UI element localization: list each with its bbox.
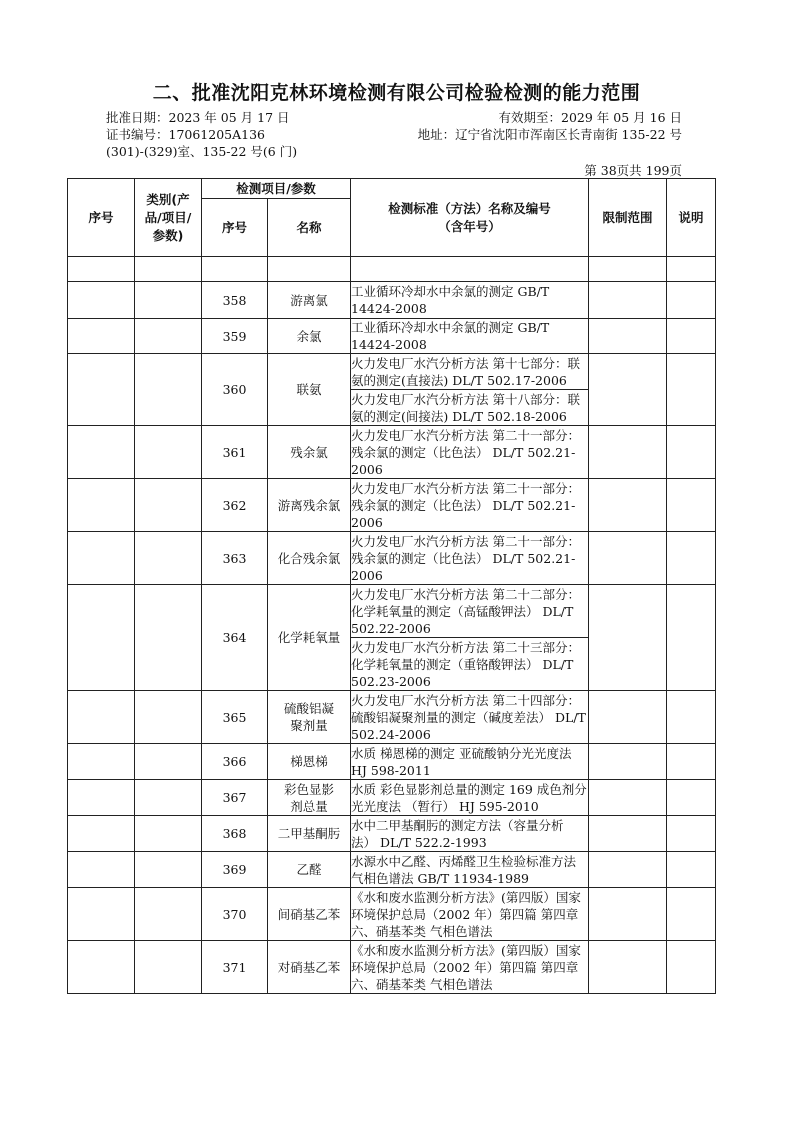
cell-limit	[589, 691, 667, 744]
cell-item-seq: 369	[202, 852, 268, 888]
cell-category	[135, 532, 202, 585]
header-items-group: 检测项目/参数	[202, 179, 351, 199]
cell-note	[667, 852, 716, 888]
cell-seq	[68, 691, 135, 744]
table-row	[68, 744, 716, 780]
cell-standard: 火力发电厂水汽分析方法 第十七部分：联氨的测定(直接法) DL/T 502.17-2006	[351, 354, 589, 390]
cell-note	[667, 354, 716, 426]
cell-item-name: 对硝基乙苯	[268, 941, 351, 994]
table-row	[68, 532, 716, 585]
cell-item-name: 余氯	[268, 319, 351, 354]
cell-item-seq: 364	[202, 585, 268, 691]
header-standard: 检测标准（方法）名称及编号（含年号）	[351, 179, 589, 257]
cell-category	[135, 354, 202, 426]
cell-blank	[135, 257, 202, 282]
cell-blank	[268, 257, 351, 282]
cell-category	[135, 585, 202, 691]
cell-item-seq: 366	[202, 744, 268, 780]
table-row	[68, 852, 716, 888]
valid-until: 有效期至：2029 年 05 月 16 日	[498, 110, 682, 125]
cell-standard: 水源水中乙醛、丙烯醛卫生检验标准方法 气相色谱法 GB/T 11934-1989	[351, 852, 589, 888]
table-row	[68, 426, 716, 479]
table-header	[68, 179, 716, 257]
cell-seq	[68, 479, 135, 532]
cell-item-seq: 361	[202, 426, 268, 479]
cell-limit	[589, 941, 667, 994]
cell-category	[135, 426, 202, 479]
cell-item-seq: 365	[202, 691, 268, 744]
cell-item-name: 硫酸铝凝聚剂量	[268, 691, 351, 744]
cell-standard: 《水和废水监测分析方法》(第四版）国家环境保护总局（2002 年）第四篇 第四章 六、硝基苯类 气相色谱法	[351, 888, 589, 941]
cell-item-name: 间硝基乙苯	[268, 888, 351, 941]
cell-note	[667, 780, 716, 816]
cell-seq	[68, 852, 135, 888]
header-item-name: 名称	[268, 199, 351, 257]
cell-standard: 火力发电厂水汽分析方法 第十八部分：联氨的测定(间接法) DL/T 502.18-2006	[351, 390, 589, 426]
cell-category	[135, 479, 202, 532]
cell-category	[135, 744, 202, 780]
cell-standard: 火力发电厂水汽分析方法 第二十一部分：残余氯的测定（比色法） DL/T 502.21-2006	[351, 532, 589, 585]
cell-item-seq: 360	[202, 354, 268, 426]
cell-category	[135, 691, 202, 744]
cell-item-name: 乙醛	[268, 852, 351, 888]
cell-standard: 工业循环冷却水中余氯的测定 GB/T 14424-2008	[351, 319, 589, 354]
cell-note	[667, 888, 716, 941]
cell-standard: 火力发电厂水汽分析方法 第二十一部分：残余氯的测定（比色法） DL/T 502.21-2006	[351, 426, 589, 479]
cell-item-name: 彩色显影剂总量	[268, 780, 351, 816]
cell-seq	[68, 941, 135, 994]
table-row	[68, 282, 716, 319]
table-row	[68, 479, 716, 532]
cell-blank	[68, 257, 135, 282]
header-category: 类别(产品/项目/参数)	[135, 179, 202, 257]
cell-standard: 水质 彩色显影剂总量的测定 169 成色剂分光光度法 （暂行） HJ 595-2010	[351, 781, 587, 814]
cell-category	[135, 852, 202, 888]
cell-category	[135, 319, 202, 354]
cell-seq	[68, 282, 135, 319]
cell-note	[667, 532, 716, 585]
cell-item-name: 二甲基酮肟	[268, 816, 351, 852]
cell-limit	[589, 282, 667, 319]
cell-seq	[68, 816, 135, 852]
cell-category	[135, 816, 202, 852]
cell-category	[135, 282, 202, 319]
cell-seq	[68, 354, 135, 426]
cell-item-seq: 363	[202, 532, 268, 585]
address-continued: (301)-(329)室、135-22 号(6 门)	[106, 144, 298, 159]
cell-item-seq: 367	[202, 780, 268, 816]
header-item-seq: 序号	[202, 199, 268, 257]
table-row	[68, 888, 716, 941]
cell-note	[667, 941, 716, 994]
table-row	[68, 585, 716, 638]
cell-limit	[589, 585, 667, 691]
cell-item-name: 游离氯	[268, 282, 351, 319]
cell-limit	[589, 780, 667, 816]
table-row	[68, 354, 716, 390]
cell-seq	[68, 780, 135, 816]
cell-standard: 水中二甲基酮肟的测定方法（容量分析法） DL/T 522.2-1993	[351, 816, 589, 852]
cell-category	[135, 941, 202, 994]
cell-blank	[589, 257, 667, 282]
page-title: 二、批准沈阳克林环境检测有限公司检验检测的能力范围	[152, 82, 641, 104]
cell-standard: 水质 梯恩梯的测定 亚硫酸钠分光光度法 HJ 598-2011	[351, 744, 589, 780]
header-note: 说明	[667, 179, 716, 257]
page-number: 第 38页共 199页	[584, 163, 682, 178]
cell-limit	[589, 319, 667, 354]
cell-note	[667, 319, 716, 354]
cell-seq	[68, 426, 135, 479]
cell-seq	[68, 532, 135, 585]
header-limit: 限制范围	[589, 179, 667, 257]
cell-blank	[667, 257, 716, 282]
certificate-number: 证书编号：17061205A136	[106, 127, 266, 142]
cell-seq	[68, 744, 135, 780]
cell-item-name: 化学耗氧量	[268, 585, 351, 691]
cell-standard: 火力发电厂水汽分析方法 第二十二部分：化学耗氧量的测定（高锰酸钾法） DL/T 502.22-2006	[351, 585, 589, 638]
cell-item-seq: 368	[202, 816, 268, 852]
cell-limit	[589, 744, 667, 780]
cell-note	[667, 426, 716, 479]
cell-item-seq: 362	[202, 479, 268, 532]
cell-note	[667, 816, 716, 852]
cell-limit	[589, 816, 667, 852]
cell-limit	[589, 852, 667, 888]
cell-category	[135, 780, 202, 816]
table-row	[68, 941, 716, 994]
table-body	[68, 257, 716, 994]
cell-category	[135, 888, 202, 941]
cell-blank	[351, 257, 589, 282]
cell-note	[667, 479, 716, 532]
header-seq: 序号	[68, 179, 135, 257]
cell-seq	[68, 585, 135, 691]
cell-standard: 《水和废水监测分析方法》(第四版）国家环境保护总局（2002 年）第四篇 第四章 六、硝基苯类 气相色谱法	[351, 941, 589, 994]
cell-item-seq: 371	[202, 941, 268, 994]
cell-seq	[68, 888, 135, 941]
cell-standard: 火力发电厂水汽分析方法 第二十一部分：残余氯的测定（比色法） DL/T 502.21-2006	[351, 479, 589, 532]
cell-note	[667, 744, 716, 780]
cell-note	[667, 282, 716, 319]
cell-limit	[589, 479, 667, 532]
table-row	[68, 319, 716, 354]
table-row	[68, 816, 716, 852]
cell-note	[667, 691, 716, 744]
approval-date: 批准日期：2023 年 05 月 17 日	[106, 110, 290, 125]
cell-item-name: 化合残余氯	[268, 532, 351, 585]
cell-item-name: 联氨	[268, 354, 351, 426]
cell-blank	[202, 257, 268, 282]
capability-table	[67, 178, 716, 994]
cell-note	[667, 585, 716, 691]
cell-standard: 火力发电厂水汽分析方法 第二十三部分：化学耗氧量的测定（重铬酸钾法） DL/T 502.23-2006	[351, 638, 589, 691]
cell-item-seq: 359	[202, 319, 268, 354]
address: 地址：辽宁省沈阳市浑南区长青南街 135-22 号	[417, 127, 682, 142]
cell-limit	[589, 426, 667, 479]
cell-item-name: 梯恩梯	[268, 744, 351, 780]
cell-limit	[589, 532, 667, 585]
cell-item-seq: 358	[202, 282, 268, 319]
cell-item-seq: 370	[202, 888, 268, 941]
table-row-empty	[68, 257, 716, 282]
table-row	[68, 691, 716, 744]
cell-item-name: 游离残余氯	[268, 479, 351, 532]
cell-standard: 火力发电厂水汽分析方法 第二十四部分：硫酸铝凝聚剂量的测定（碱度差法） DL/T 502.24-2006	[351, 691, 589, 744]
cell-limit	[589, 888, 667, 941]
cell-standard: 工业循环冷却水中余氯的测定 GB/T 14424-2008	[351, 282, 589, 319]
cell-limit	[589, 354, 667, 426]
cell-item-name: 残余氯	[268, 426, 351, 479]
cell-seq	[68, 319, 135, 354]
table-row	[68, 780, 716, 816]
